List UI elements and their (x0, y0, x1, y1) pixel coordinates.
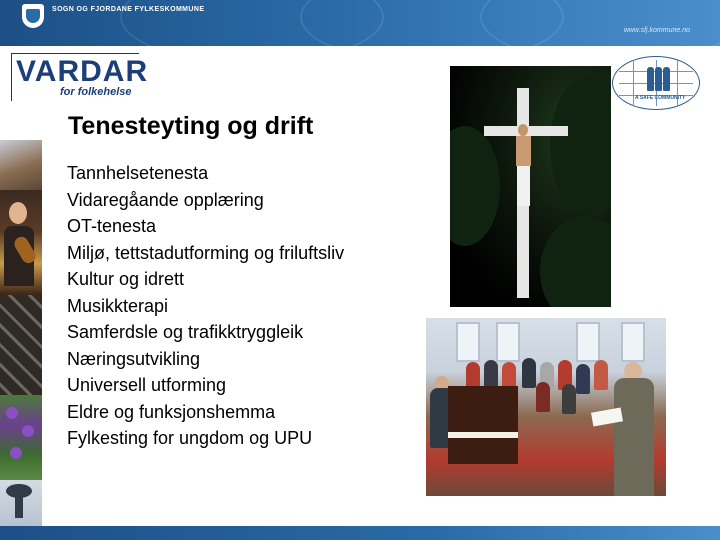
list-item: OT-tenesta (67, 216, 157, 236)
safe-community-text: A SAFE COMMUNITY (635, 95, 686, 101)
list-item: Næringsutvikling (67, 348, 201, 369)
side-photo-landscape (0, 140, 42, 190)
list-item: Vidaregåande opplæring (67, 189, 264, 210)
county-crest-icon (22, 4, 44, 28)
slide-title: Tenesteyting og drift (68, 112, 314, 140)
list-item: Miljø, tettstadutforming og friluftsliv (67, 242, 345, 263)
vardar-logo (11, 53, 149, 101)
organization-name: SOGN OG FJORDANE FYLKESKOMMUNE (52, 6, 205, 13)
header-wave-decoration (480, 0, 720, 46)
side-photo-violinist (0, 190, 42, 295)
side-photo-carving (0, 295, 42, 395)
list-item: Fylkesting for ungdom og UPU (67, 428, 313, 448)
footer-bar (0, 526, 720, 540)
list-item: Kultur og idrett (67, 269, 185, 289)
vardar-logo-subtitle: for folkehelse (60, 86, 132, 98)
list-item: Musikkterapi (67, 295, 169, 316)
side-photo-sculpture (0, 480, 42, 526)
header-bar (0, 0, 720, 46)
list-item: Samferdsle og trafikktryggleik (67, 322, 304, 342)
choir-photo (426, 318, 666, 496)
list-item: Universell utforming (67, 375, 227, 395)
service-list (67, 160, 344, 452)
safe-community-logo (612, 56, 700, 110)
crucifix-night-photo (450, 66, 611, 307)
vardar-logo-word: VARDAR (16, 55, 149, 88)
website-url: www.sfj.kommune.no (623, 27, 690, 34)
side-photo-flowers (0, 395, 42, 480)
list-item: Tannhelsetenesta (67, 163, 209, 183)
list-item: Eldre og funksjonshemma (67, 401, 276, 422)
